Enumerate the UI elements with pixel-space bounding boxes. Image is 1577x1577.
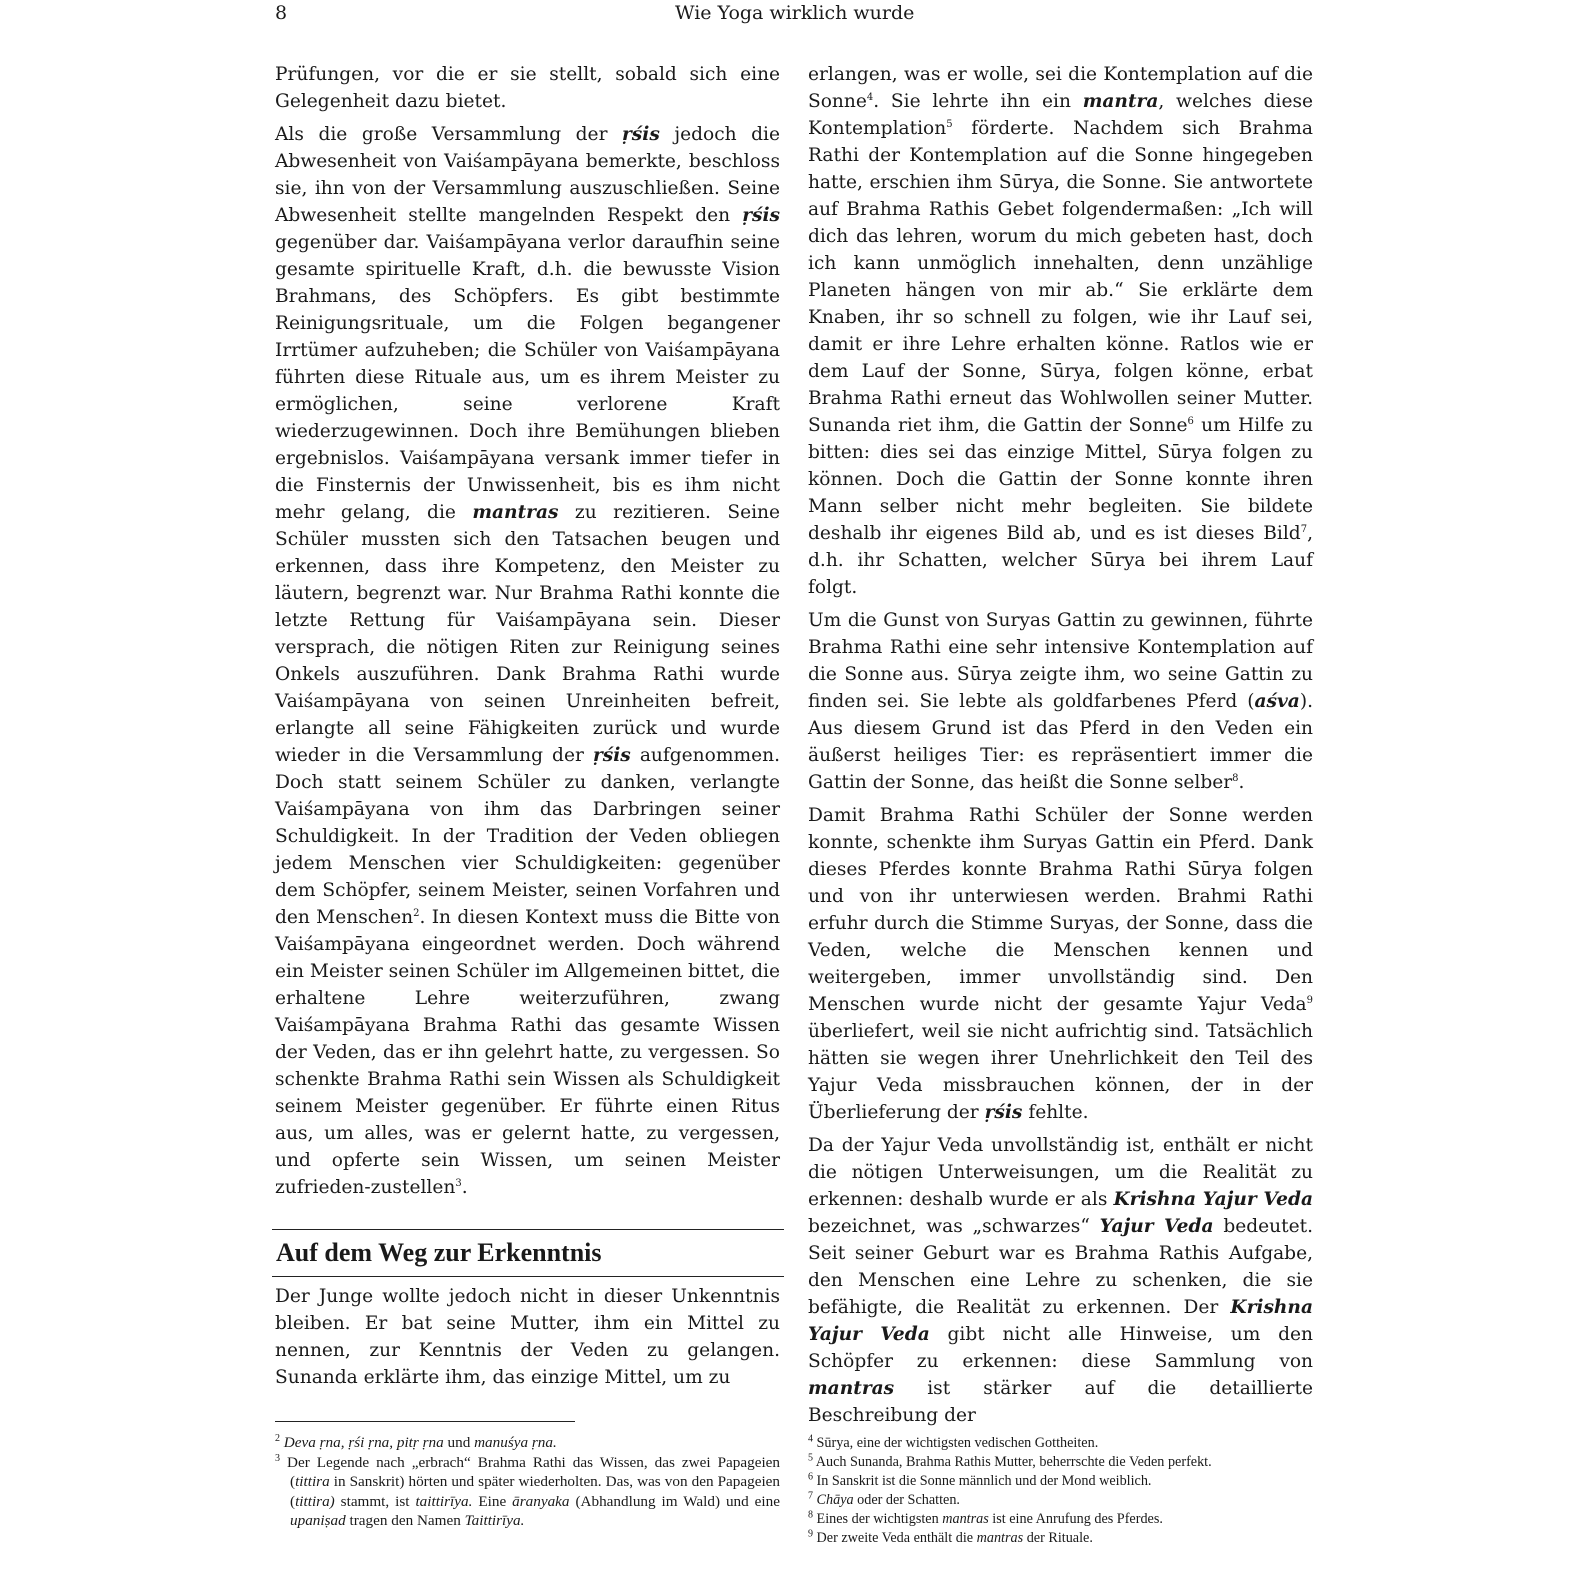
footnote-ref[interactable]: 6 xyxy=(1187,415,1194,427)
text: überliefert, weil sie nicht aufrichtig sind. Tatsächlich hätten sie wegen ihrer Unehrlichkeit den Teil des Yajur Veda missbrauchen können, der in der Überlieferung der xyxy=(808,1021,1313,1123)
footnote-number: 5 xyxy=(808,1452,813,1464)
footnote-number: 8 xyxy=(808,1509,813,1521)
footnote-ref[interactable]: 8 xyxy=(1232,772,1239,784)
text: taittirīya. xyxy=(415,1492,473,1510)
text: in Sanskrit) hörten und später wiederholten. Das, was von den Papageien ( xyxy=(290,1473,780,1510)
footnote-7 xyxy=(808,1491,1313,1510)
text: ist eine Anrufung des Pferdes. xyxy=(988,1511,1163,1527)
footnote-number: 4 xyxy=(808,1433,813,1445)
text: mantras xyxy=(942,1511,989,1527)
text: und xyxy=(443,1434,475,1451)
text: tragen den Namen xyxy=(345,1512,465,1530)
text: um Hilfe zu bitten: dies sei das einzige Mittel, Sūrya folgen zu können. Doch die Gattin der Sonne konnte ihren Mann selber nicht mehr begleiten. Sie bildete deshalb ihr eigenes Bild ab, und es ist dieses Bild xyxy=(808,415,1313,544)
footnote-8 xyxy=(808,1510,1313,1529)
text: Auch Sunanda, Brahma Rathis Mutter, beherrschte die Veden perfekt. xyxy=(813,1454,1212,1470)
paragraph xyxy=(275,1283,780,1391)
text: , d.h. ihr Schatten, welcher Sūrya bei ihrem Lauf folgt. xyxy=(808,523,1313,598)
sanskrit-term: Krishna Yajur Veda xyxy=(808,1297,1313,1345)
footnote-4 xyxy=(808,1434,1313,1453)
text: Taittirīya. xyxy=(464,1512,525,1530)
paragraph xyxy=(275,121,780,1201)
footnote-separator xyxy=(275,1421,575,1422)
sanskrit-term: ṛśis xyxy=(622,124,660,145)
text: bezeichnet, was „schwarzes“ xyxy=(808,1216,1100,1237)
footnote-ref[interactable]: 9 xyxy=(1306,994,1313,1006)
sanskrit-term: mantra xyxy=(1082,91,1159,112)
section-heading-box xyxy=(272,1229,784,1277)
paragraph xyxy=(808,607,1313,796)
footnote-ref[interactable]: 7 xyxy=(1300,523,1308,535)
text: āranyaka xyxy=(512,1492,570,1510)
footnote-3 xyxy=(275,1453,780,1531)
sanskrit-term: aśva xyxy=(1254,691,1300,712)
text: aufgenommen. Doch statt seinem Schüler zu danken, verlangte Vaiśampāyana von ihm das Darbringen seiner Schuldigkeit. In der Tradition der Veden obliegen jedem Menschen vier Schuldigkeiten: gegenüber dem Schöpfer, seinem Meister, seinen Vorfahren und den Menschen xyxy=(275,745,780,928)
footnote-number: 9 xyxy=(808,1528,813,1540)
footnote-2 xyxy=(275,1433,780,1453)
text: . Sie lehrte ihn ein xyxy=(873,91,1083,112)
text: Chāya xyxy=(816,1492,854,1508)
text: Sūrya, eine der wichtigsten vedischen Gottheiten. xyxy=(813,1435,1099,1451)
text: Deva ṛna, ṛśi ṛna, pitṛ ṛna xyxy=(283,1434,444,1451)
footnote-ref[interactable]: 4 xyxy=(866,91,874,103)
footnote-ref[interactable]: 5 xyxy=(946,118,953,130)
text: mantras xyxy=(976,1530,1024,1546)
text: upaniṣad xyxy=(290,1512,346,1530)
text: tittira) xyxy=(295,1492,335,1510)
text: gibt nicht alle Hinweise, um den Schöpfer zu erkennen: diese Sammlung von xyxy=(808,1324,1313,1372)
text: , welches diese Kontemplation xyxy=(808,91,1313,139)
sanskrit-term: ṛśis xyxy=(984,1102,1023,1123)
text: Eine xyxy=(472,1492,513,1510)
footnote-number: 7 xyxy=(808,1490,813,1502)
text: förderte. Nachdem sich Brahma Rathi der Kontemplation auf die Sonne hingegeben hatte, erschien ihm Sūrya, die Sonne. Sie antwortete auf Brahma Rathis Gebet folgendermaßen: „Ich will dich das lehren, worum du mich gebeten hast, doch ich kann unmöglich innehalten, denn unzählige Planeten hängen von mir ab.“ Sie erklärte dem Knaben, ihr so schnell zu folgen, wie ihr Lauf sei, damit er ihre Lehre erhalten könne. Ratlos wie er dem Lauf der Sonne, Sūrya, folgen könne, erbat Brahma Rathi erneut das Wohlwollen seiner Mutter. Sunanda riet ihm, die Gattin der Sonne xyxy=(808,118,1313,436)
text: tittira xyxy=(295,1473,330,1491)
sanskrit-term: ṛśis xyxy=(742,205,780,226)
paragraph xyxy=(808,61,1313,601)
footnotes-left xyxy=(275,1433,780,1531)
text: oder der Schatten. xyxy=(853,1492,960,1508)
text: bedeutet. Seit seiner Geburt war es Brahma Rathis Aufgabe, den Menschen eine Lehre zu schenken, die sie befähigte, die Realität zu erkennen. Der xyxy=(808,1216,1313,1318)
running-title: Wie Yoga wirklich wurde xyxy=(675,2,915,24)
text: jedoch die Abwesenheit von Vaiśampāyana bemerkte, beschloss sie, ihn von der Versammlung auszuschließen. Seine Abwesenheit stellte mangelnden Respekt den xyxy=(275,124,780,226)
text: Da der Yajur Veda unvollständig ist, enthält er nicht die nötigen Unterweisungen, um die Realität zu erkennen: deshalb wurde er als xyxy=(808,1135,1313,1210)
section-heading: Auf dem Weg zur Erkenntnis xyxy=(276,1238,602,1267)
text: Der Junge wollte jedoch nicht in dieser Unkenntnis bleiben. Er bat seine Mutter, ihm ein Mittel zu nennen, zur Kenntnis der Veden zu gelangen. Sunanda erklärte ihm, das einzige Mittel, um zu xyxy=(275,1286,780,1388)
footnote-number: 2 xyxy=(275,1432,280,1444)
footnote-number: 6 xyxy=(808,1471,813,1483)
text: Prüfungen, vor die er sie stellt, sobald sich eine Gelegenheit dazu bietet. xyxy=(275,64,780,112)
text: Damit Brahma Rathi Schüler der Sonne werden konnte, schenkte ihm Suryas Gattin ein Pferd. Dank dieses Pferdes konnte Brahma Rathi Sūrya folgen und von ihr unterwiesen werden. Brahmi Rathi erfuhr durch die Stimme Suryas, der Sonne, dass die Veden, welche die Menschen kennen und weitergeben, immer unvollständig sind. Den Menschen wurde nicht der gesamte Yajur Veda xyxy=(808,805,1313,1015)
text: erlangen, was er wolle, sei die Kontemplation auf die Sonne xyxy=(808,64,1313,112)
text: ). Aus diesem Grund ist das Pferd in den Veden ein äußerst heiliges Tier: es repräsentiert immer die Gattin der Sonne, das heißt die Sonne selber xyxy=(808,691,1313,793)
footnote-ref[interactable]: 3 xyxy=(455,1177,462,1189)
sanskrit-term: mantras xyxy=(472,502,559,523)
text: . xyxy=(1238,772,1245,793)
text: ist stärker auf die detaillierte Beschreibung der xyxy=(808,1378,1313,1426)
sanskrit-term: ṛśis xyxy=(592,745,631,766)
text: fehlte. xyxy=(1022,1102,1089,1123)
text: der Rituale. xyxy=(1023,1530,1093,1546)
text: Um die Gunst von Suryas Gattin zu gewinnen, führte Brahma Rathi eine sehr intensive Kontemplation auf die Sonne aus. Sūrya zeigte ihm, wo seine Gattin zu finden sei. Sie lebte als goldfarbenes Pferd ( xyxy=(808,610,1313,712)
right-column xyxy=(808,61,1313,1435)
text: zu rezitieren. Seine Schüler mussten sich den Tatsachen beugen und erkennen, dass ihre Kompetenz, den Meister zu läutern, begrenzt war. Nur Brahma Rathi konnte die letzte Rettung für Vaiśampāyana sein. Dieser versprach, die nötigen Riten zur Reinigung seines Onkels auszuführen. Dank Brahma Rathi wurde Vaiśampāyana von seinen Unreinheiten befreit, erlangte all seine Fähigkeiten zurück und wurde wieder in die Versammlung der xyxy=(275,502,780,766)
sanskrit-term: mantras xyxy=(808,1378,895,1399)
text: Der zweite Veda enthält die xyxy=(813,1530,977,1546)
text: (Abhandlung im Wald) und eine xyxy=(569,1492,780,1510)
footnote-5 xyxy=(808,1453,1313,1472)
text: stammt, ist xyxy=(334,1492,416,1510)
text: Der Legende nach „erbrach“ Brahma Rathi das Wissen, das zwei Papageien ( xyxy=(280,1453,780,1491)
text: In Sanskrit ist die Sonne männlich und der Mond weiblich. xyxy=(813,1473,1152,1489)
text: gegenüber dar. Vaiśampāyana verlor daraufhin seine gesamte spirituelle Kraft, d.h. die bewusste Vision Brahmans, des Schöpfers. Es gibt bestimmte Reinigungsrituale, um die Folgen begangener Irrtümer aufzuheben; die Schüler von Vaiśampāyana führten diese Rituale aus, um es ihrem Meister zu ermöglichen, seine verlorene Kraft wiederzugewinnen. Doch ihre Bemühungen blieben ergebnislos. Vaiśampāyana versank immer tiefer in die Finsternis der Unwissenheit, bis es ihm nicht mehr gelang, die xyxy=(275,232,780,523)
page-number: 8 xyxy=(275,2,288,24)
text: . xyxy=(461,1177,468,1198)
paragraph xyxy=(808,802,1313,1126)
paragraph xyxy=(275,61,780,115)
left-column xyxy=(275,61,780,1207)
footnote-6 xyxy=(808,1472,1313,1491)
sanskrit-term: Krishna Yajur Veda xyxy=(1113,1189,1313,1210)
text: Eines der wichtigsten xyxy=(813,1511,943,1527)
footnote-9 xyxy=(808,1529,1313,1548)
footnote-ref[interactable]: 2 xyxy=(413,907,420,919)
left-column-lower xyxy=(275,1283,780,1397)
text: Als die große Versammlung der xyxy=(275,124,622,145)
text: manuśya ṛna. xyxy=(474,1434,557,1451)
text: . In diesen Kontext muss die Bitte von Vaiśampāyana eingeordnet werden. Doch während ein Meister seinen Schüler im Allgemeinen bittet, die erhaltene Lehre weiterzuführen, zwang Vaiśampāyana Brahma Rathi das gesamte Wissen der Veden, das er ihn gelehrt hatte, zu vergessen. So schenkte Brahma Rathi sein Wissen als Schuldigkeit seinem Meister gegenüber. Er führte einen Ritus aus, um alles, was er gelernt hatte, zu vergessen, und opferte sein Wissen, um seinen Meister zufrieden-zustellen xyxy=(275,907,780,1198)
footnote-number: 3 xyxy=(275,1452,280,1464)
paragraph xyxy=(808,1132,1313,1429)
footnotes-right xyxy=(808,1434,1313,1548)
sanskrit-term: Yajur Veda xyxy=(1099,1216,1214,1237)
